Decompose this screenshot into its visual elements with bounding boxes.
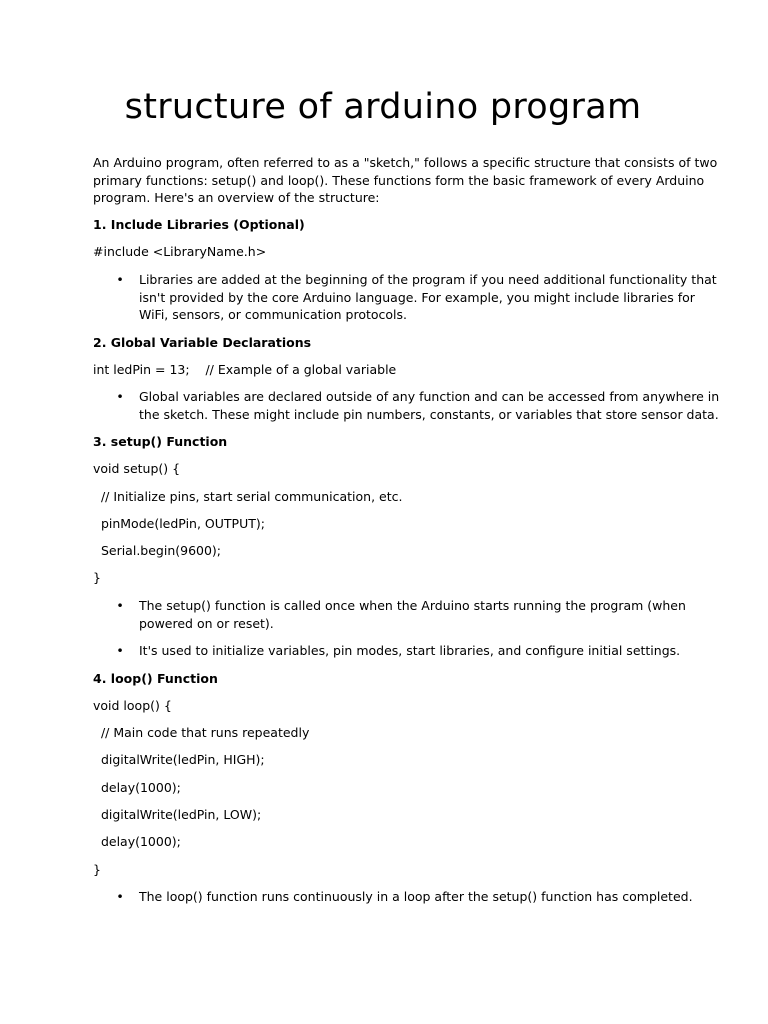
bullet-text — [139, 888, 693, 906]
code-line: void setup() { — [93, 461, 181, 476]
code-line: // Initialize pins, start serial communication, etc. — [93, 489, 403, 504]
bullet-dot: • — [116, 389, 124, 404]
intro-line: primary functions: setup() and loop(). These functions form the basic framework of every Arduino — [93, 172, 705, 188]
code-line: void loop() { — [93, 698, 172, 713]
bullet-line: The loop() function runs continuously in a loop after the setup() function has completed. — [139, 889, 693, 904]
code-line: delay(1000); — [93, 780, 181, 795]
section-heading-global-variables: 2. Global Variable Declarations — [93, 335, 312, 350]
code-line: Serial.begin(9600); — [93, 543, 222, 558]
bullet-dot: • — [116, 272, 124, 287]
intro-paragraph — [93, 154, 718, 207]
code-line: } — [93, 570, 101, 585]
bullet-line: Global variables are declared outside of any function and can be accessed from anywhere in — [139, 389, 720, 404]
code-line: #include <LibraryName.h> — [93, 244, 267, 259]
bullet-text — [139, 388, 720, 423]
code-line: delay(1000); — [93, 834, 181, 849]
code-line: // Main code that runs repeatedly — [93, 725, 310, 740]
bullet-line: It's used to initialize variables, pin modes, start libraries, and configure initial settings. — [139, 643, 681, 658]
code-line: } — [93, 862, 101, 877]
section-heading-loop-function: 4. loop() Function — [93, 671, 218, 686]
intro-line: program. Here's an overview of the structure: — [93, 190, 380, 205]
bullet-line: The setup() function is called once when the Arduino starts running the program (when — [139, 598, 686, 613]
bullet-text — [139, 271, 717, 324]
bullet-dot: • — [116, 889, 124, 904]
bullet-dot: • — [116, 643, 124, 658]
section-heading-include-libraries: 1. Include Libraries (Optional) — [93, 217, 305, 232]
code-line: digitalWrite(ledPin, HIGH); — [93, 752, 265, 767]
section-heading-setup-function: 3. setup() Function — [93, 434, 228, 449]
code-line: int ledPin = 13; // Example of a global variable — [93, 362, 397, 377]
bullet-text — [139, 597, 686, 632]
intro-line: An Arduino program, often referred to as a "sketch," follows a specific structure that consists of two — [93, 155, 718, 170]
bullet-line: isn't provided by the core Arduino language. For example, you might include libraries for — [139, 289, 695, 305]
bullet-line: WiFi, sensors, or communication protocols. — [139, 307, 408, 322]
document-title: structure of arduino program — [124, 87, 642, 127]
bullet-line: Libraries are added at the beginning of the program if you need additional functionality that — [139, 272, 717, 287]
code-line: pinMode(ledPin, OUTPUT); — [93, 516, 265, 531]
bullet-line: the sketch. These might include pin numbers, constants, or variables that store sensor data. — [139, 406, 719, 422]
bullet-line: powered on or reset). — [139, 615, 274, 631]
code-line: digitalWrite(ledPin, LOW); — [93, 807, 262, 822]
bullet-dot: • — [116, 598, 124, 613]
bullet-text — [139, 642, 679, 660]
